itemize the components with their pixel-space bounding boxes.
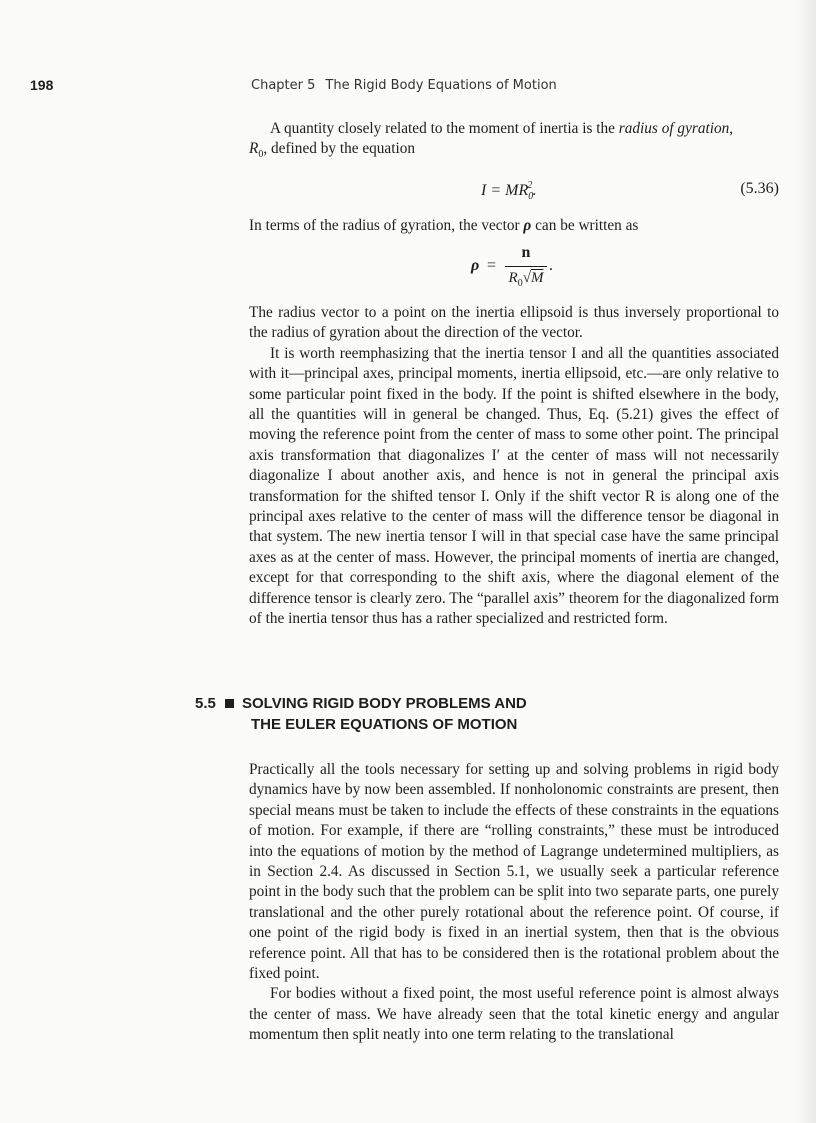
- running-head: [251, 78, 557, 93]
- rho-intro-line: In terms of the radius of gyration, the vector ρ can be written as: [249, 217, 639, 234]
- section-title-line2: THE EULER EQUATIONS OF MOTION: [251, 716, 518, 733]
- section-number: 5.5: [195, 695, 216, 712]
- section-heading: [195, 693, 527, 735]
- fraction-numerator: n: [521, 244, 531, 261]
- equation-number: (5.36): [740, 180, 779, 197]
- body-text-inertia: [249, 303, 779, 630]
- fraction-bar: [505, 266, 547, 267]
- paragraph-radius-vector: The radius vector to a point on the inertia ellipsoid is thus inversely proportional to the radius of gyration about the direction of the vector.: [249, 304, 779, 342]
- body-text-section: [249, 760, 779, 1046]
- equation-rho: ρ = n $R_0√M$ .: [471, 244, 553, 289]
- intro-paragraph: A quantity closely related to the moment of inertia is the radius of gyration, $R_0$, defined by the equation: [249, 120, 734, 161]
- paragraph-inertia-tensor: It is worth reemphasizing that the inertia tensor I and all the quantities associated with it—principal axes, principal moments, inertia ellipsoid, etc.—are only relative to some particular point fixed in the body. If the point is shifted elsewhere in the body, all the quantities will in general be changed. Thus, Eq. (5.21) gives the effect of moving the reference point from the center of mass to some other point. The principal axis transformation that diagonalizes I′ at the center of mass will not necessarily diagonalize I about another axis, and hence is not in general the principal axis transformation for the shifted tensor I. Only if the shift vector R is along one of the principal axes relative to the center of mass will the difference tensor be diagonal in that system. The new inertia tensor I will in that special case have the same principal axes as at the center of mass. However, the principal moments of inertia are changed, except for that corresponding to the shift axis, where the diagonal element of the difference tensor is clearly zero. The “parallel axis” theorem for the diagonalized form of the inertia tensor thus has a rather specialized and restricted form.: [249, 344, 779, 628]
- fraction-denominator: $R_0√M$: [508, 270, 544, 289]
- page-edge-shadow: [794, 0, 816, 1123]
- page-number: 198: [30, 77, 54, 93]
- running-header: [0, 0, 816, 100]
- paragraph-rigid-body-tools: Practically all the tools necessary for setting up and solving problems in rigid body dynamics have by now been assembled. If nonholonomic constraints are present, then special means must be taken to include the effects of these constraints in the equations of motion. For example, if there are “rolling constraints,” these must be introduced into the equations of motion by the method of Lagrange undetermined multipliers, as in Section 2.4. As discussed in Section 5.1, we usually seek a particular reference point in the body such that the problem can be split into two separate parts, one purely translational and the other purely rotational about the reference point. Of course, if one point of the rigid body is fixed in an inertial system, then that is the obvious reference point. All that has to be considered then is the rotational problem about the fixed point.: [249, 761, 779, 983]
- equation-5-36: $I = MR_0^2$. (5.36): [481, 180, 779, 202]
- term-radius-of-gyration: radius of gyration,: [618, 120, 734, 137]
- section-title-line1: SOLVING RIGID BODY PROBLEMS AND: [242, 695, 527, 712]
- chapter-title: The Rigid Body Equations of Motion: [325, 78, 557, 93]
- section-marker-square: [225, 699, 234, 708]
- chapter-label: Chapter 5: [251, 78, 316, 93]
- paragraph-reference-point: For bodies without a fixed point, the most useful reference point is almost always the center of mass. We have already seen that the total kinetic energy and angular momentum then split neatly into one term relating to the translational: [249, 985, 779, 1044]
